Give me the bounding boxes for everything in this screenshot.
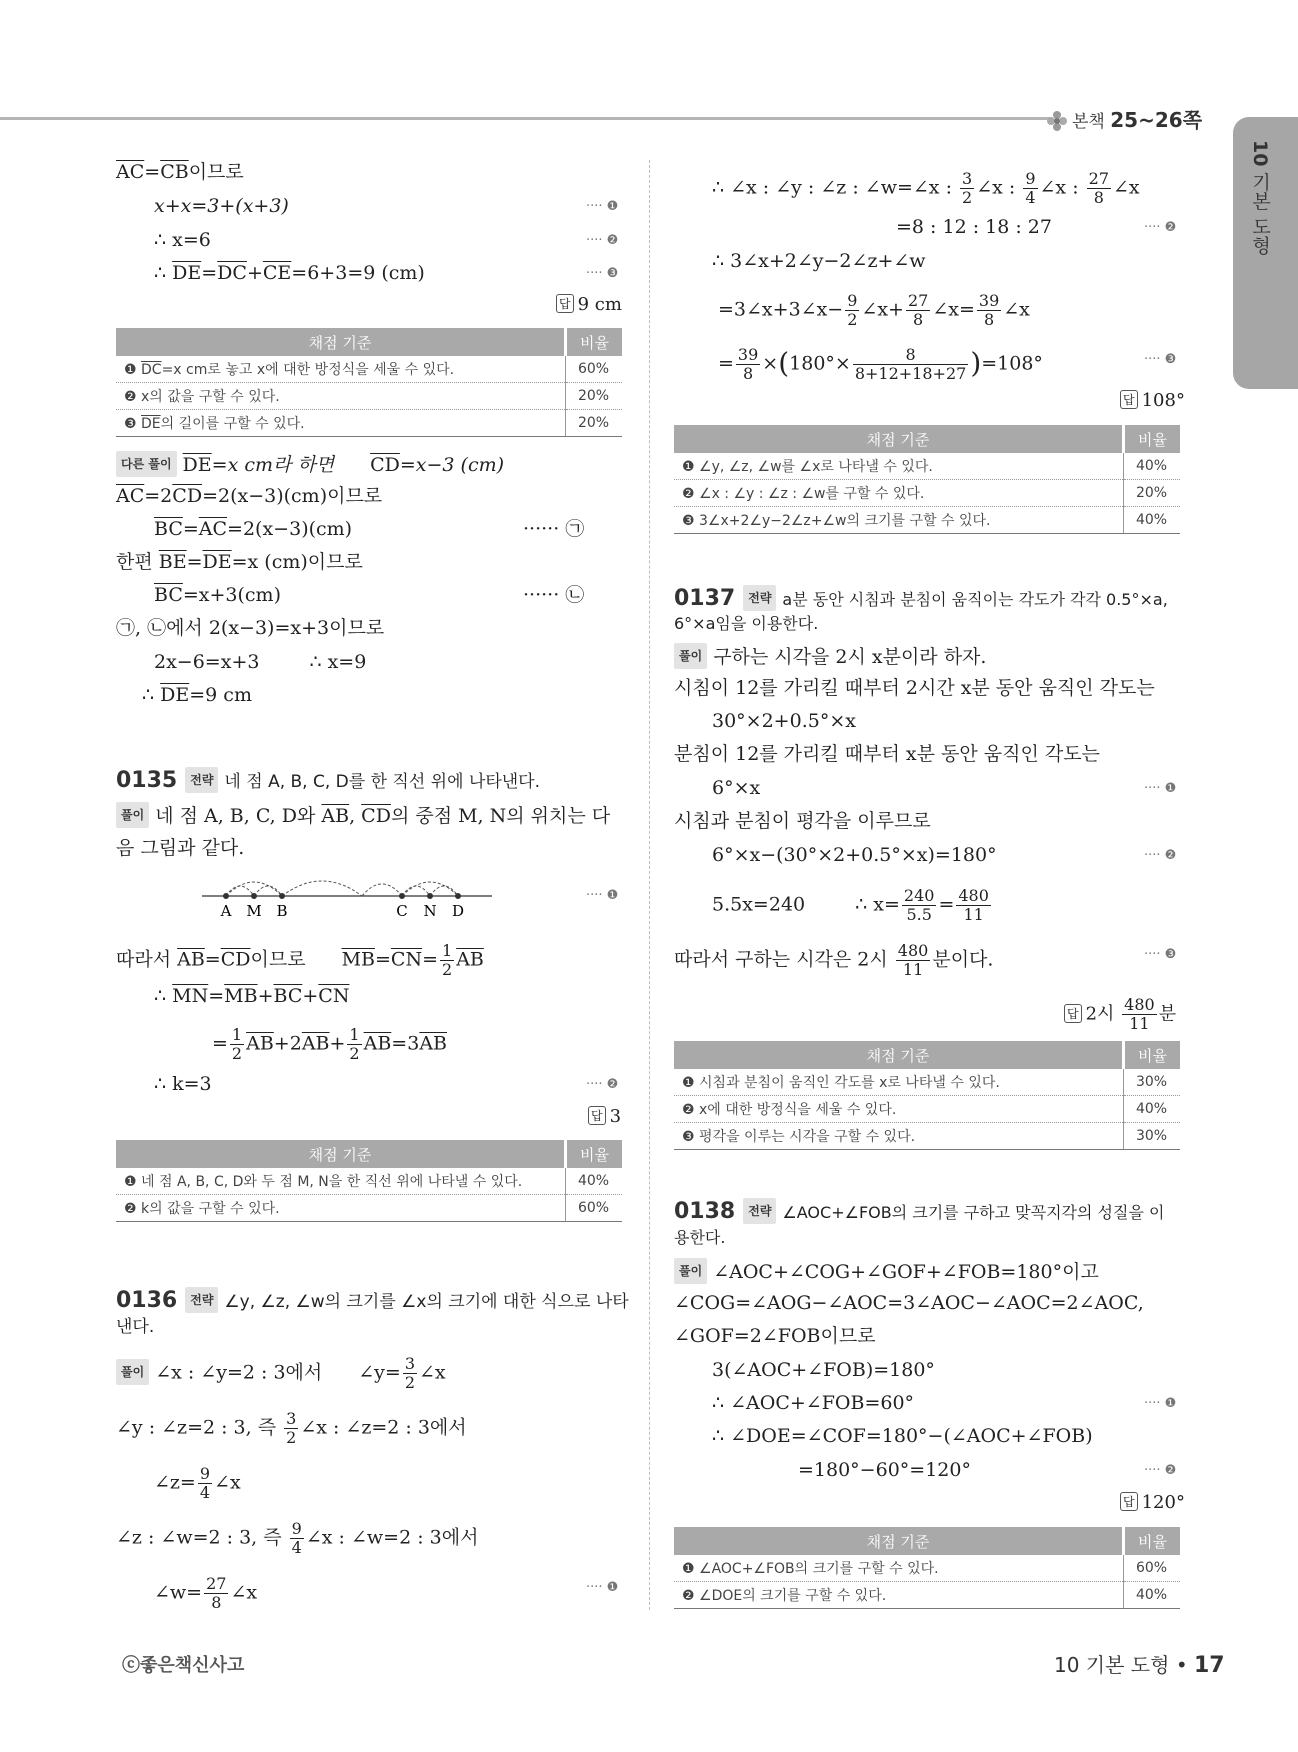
answer: 답 120° <box>1120 1492 1185 1513</box>
table-row: ❶ 네 점 A, B, C, D와 두 점 M, N을 한 직선 위에 나타낼 수 있다. 40% <box>116 1168 622 1195</box>
solution-line: ∴ $\overline{DE}=\overline{DC}+\overline{CE}=6+3=9$ (cm) <box>154 262 425 284</box>
alt-solution-line: 한편 $\overline{BE}=\overline{DE}=x$ (cm)이므로 <box>116 551 363 573</box>
answer-box-icon: 답 <box>1064 1004 1082 1023</box>
step-marker-1: ···· ❶ <box>586 1580 619 1595</box>
answer-box-icon: 답 <box>588 1106 606 1125</box>
flower-icon <box>1046 110 1068 132</box>
point-label-c: C <box>396 902 408 920</box>
strategy-continuation: 낸다. <box>116 1317 155 1337</box>
problem-number: 0137 <box>674 586 736 611</box>
strategy-tag: 전략 <box>743 585 776 611</box>
page-footer <box>1054 1649 1225 1678</box>
problem-number: 0136 <box>116 1288 178 1313</box>
problem-0137-header: 0137 전략 a분 동안 시침과 분침이 움직이는 각도가 각각 0.5°×a, <box>674 586 1168 611</box>
solution-line: ∴ $\overline{MN}=\overline{MB}+\overline{BC}+\overline{CN}$ <box>154 985 350 1007</box>
solution-line: =3∠x+3∠x− $\frac{9}{2}$ ∠x+ $\frac{27}{8}$ ∠x= $\frac{39}{8}$ ∠x <box>718 291 1030 329</box>
scoring-rubric-table <box>674 1527 1180 1609</box>
scoring-rubric-table <box>116 328 622 437</box>
strategy-continuation: 용한다. <box>674 1228 726 1247</box>
equation-label: ······ ㉡ <box>523 584 585 606</box>
answer-box-icon: 답 <box>1120 1492 1138 1511</box>
rubric-header-criteria: 채점 기준 <box>116 328 566 356</box>
table-row: ❶ ∠AOC+∠FOB의 크기를 구할 수 있다. 60% <box>674 1555 1180 1582</box>
alt-solution-line: 2x−6=x+3 ∴ x=9 <box>154 651 367 673</box>
book-ref-pages: 25~26쪽 <box>1110 108 1203 132</box>
solution-line: ∠w= $\frac{27}{8}$ ∠x <box>154 1574 258 1612</box>
alt-solution-line: $\overline{BC}=\overline{AC}=2(x-3)(cm)$ <box>154 518 353 540</box>
solution-line: 음 그림과 같다. <box>116 837 245 859</box>
table-row: ❷ k의 값을 구할 수 있다. 60% <box>116 1195 622 1222</box>
alt-solution-tag: 다른 풀이 <box>116 451 177 477</box>
scoring-rubric-table <box>674 1041 1180 1150</box>
rubric-header-ratio: 비율 <box>1124 1041 1181 1069</box>
solution-line: ∴ k=3 <box>154 1073 212 1095</box>
answer-box-icon: 답 <box>1120 390 1138 409</box>
table-row: ❶ $\overline{DC}=x$ cm로 놓고 x에 대한 방정식을 세울 수 있다. 60% <box>116 356 622 383</box>
step-marker-1: ···· ❶ <box>586 888 619 903</box>
problem-number: 0138 <box>674 1199 736 1224</box>
step-marker-3: ···· ❸ <box>586 266 619 281</box>
header-rule <box>0 117 1050 120</box>
point-label-b: B <box>276 902 288 920</box>
table-row: ❸ $\overline{DE}$의 길이를 구할 수 있다. 20% <box>116 410 622 437</box>
rubric-header-criteria: 채점 기준 <box>674 425 1124 453</box>
table-row: ❶ 시침과 분침이 움직인 각도를 x로 나타낼 수 있다. 30% <box>674 1069 1180 1096</box>
problem-0135-header: 0135 전략 네 점 A, B, C, D를 한 직선 위에 나타낸다. <box>116 768 540 793</box>
solution-line: 따라서 $\overline{AB}=\overline{CD}$이므로 $\overline{MB}=\overline{CN}=$ $\frac{1}{2}$ $\overline{AB}$ <box>116 941 484 979</box>
answer: 답 9 cm <box>556 294 622 315</box>
page-number: 17 <box>1193 1653 1225 1678</box>
side-tab-title: 기본 도형 <box>1249 172 1271 255</box>
answer: 답 108° <box>1120 390 1185 411</box>
solution-line: ∠COG=∠AOG−∠AOC=3∠AOC−∠AOC=2∠AOC, <box>674 1292 1144 1314</box>
step-marker-3: ···· ❸ <box>1144 947 1177 962</box>
scoring-rubric-table <box>674 425 1180 534</box>
problem-0136-header: 0136 전략 ∠y, ∠z, ∠w의 크기를 ∠x의 크기에 대한 식으로 나타 <box>116 1288 629 1313</box>
solution-line: 시침이 12를 가리킬 때부터 2시간 x분 동안 움직인 각도는 <box>674 677 1155 699</box>
answer: 답 2시 $\frac{480}{11}$ 분 <box>1064 996 1176 1033</box>
footer-chapter: 10 기본 도형 <box>1054 1653 1170 1677</box>
number-line-diagram <box>202 868 492 920</box>
solution-line: 풀이 ∠AOC+∠COG+∠GOF+∠FOB=180°이고 <box>674 1258 1099 1284</box>
step-marker-2: ···· ❷ <box>1144 220 1177 235</box>
solution-line: 시침과 분침이 평각을 이루므로 <box>674 810 931 832</box>
solution-line: 5.5x=240 ∴ x= $\frac{240}{5.5}$ = $\frac{480}{11}$ <box>712 886 989 924</box>
step-marker-2: ···· ❷ <box>1144 1463 1177 1478</box>
solution-line: $\overline{AC}=\overline{CB}$이므로 <box>116 161 244 183</box>
solution-line: ∴ ∠AOC+∠FOB=60° <box>712 1392 915 1414</box>
rubric-header-ratio: 비율 <box>1124 1527 1181 1555</box>
problem-0138-header: 0138 전략 ∠AOC+∠FOB의 크기를 구하고 맞꼭지각의 성질을 이 <box>674 1199 1165 1224</box>
step-marker-2: ···· ❷ <box>586 233 619 248</box>
solution-line: ∠GOF=2∠FOB이므로 <box>674 1325 876 1347</box>
point-label-m: M <box>246 902 262 920</box>
solution-tag: 풀이 <box>674 643 707 669</box>
solution-line: 분침이 12를 가리킬 때부터 x분 동안 움직인 각도는 <box>674 743 1100 765</box>
answer: 답 3 <box>588 1106 621 1127</box>
solution-line: ∴ x=6 <box>154 229 211 251</box>
alt-solution-line: ∴ $\overline{DE}=9$ cm <box>142 684 252 706</box>
rubric-header-ratio: 비율 <box>566 1140 623 1168</box>
publisher-logo: ⓒ좋은책신사고 <box>122 1655 245 1676</box>
side-tab-number: 10 <box>1249 140 1271 167</box>
equation-label: ······ ㉠ <box>523 518 585 540</box>
solution-tag: 풀이 <box>674 1258 707 1284</box>
solution-line: 풀이 구하는 시각을 2시 x분이라 하자. <box>674 643 986 669</box>
rubric-header-criteria: 채점 기준 <box>674 1041 1124 1069</box>
table-row: ❷ x의 값을 구할 수 있다. 20% <box>116 383 622 410</box>
solution-line: 풀이 네 점 A, B, C, D와 $\overline{AB}$, $\overline{CD}$의 중점 M, N의 위치는 다 <box>116 802 610 828</box>
solution-line: 3(∠AOC+∠FOB)=180° <box>712 1359 935 1381</box>
step-marker-1: ···· ❶ <box>586 199 619 214</box>
solution-line: =8 : 12 : 18 : 27 <box>896 216 1052 238</box>
solution-line: ∴ 3∠x+2∠y−2∠z+∠w <box>712 250 926 272</box>
rubric-header-ratio: 비율 <box>566 328 623 356</box>
table-row: ❸ 평각을 이루는 시각을 구할 수 있다. 30% <box>674 1123 1180 1150</box>
table-row: ❸ 3∠x+2∠y−2∠z+∠w의 크기를 구할 수 있다. 40% <box>674 507 1180 534</box>
alt-solution-line: ㉠, ㉡에서 2(x−3)=x+3이므로 <box>116 617 385 639</box>
solution-line: = $\frac{1}{2}$ $\overline{AB}+2\overline{AB}+$ $\frac{1}{2}$ $\overline{AB}=3\overline{AB}$ <box>212 1025 447 1063</box>
solution-line: 풀이 ∠x : ∠y=2 : 3에서 ∠y= $\frac{3}{2}$ ∠x <box>116 1355 446 1392</box>
solution-tag: 풀이 <box>116 802 149 828</box>
book-page-reference <box>1046 104 1202 133</box>
solution-line: ∠y : ∠z=2 : 3, 즉 $\frac{3}{2}$ ∠x : ∠z=2 : 3에서 <box>116 1409 467 1447</box>
step-marker-2: ···· ❷ <box>586 1077 619 1092</box>
step-marker-1: ···· ❶ <box>1144 781 1177 796</box>
point-label-n: N <box>423 902 437 920</box>
scoring-rubric-table <box>116 1140 622 1222</box>
table-row: ❶ ∠y, ∠z, ∠w를 ∠x로 나타낼 수 있다. 40% <box>674 453 1180 480</box>
table-row: ❷ x에 대한 방정식을 세울 수 있다. 40% <box>674 1096 1180 1123</box>
step-marker-1: ···· ❶ <box>1144 1396 1177 1411</box>
footer-dot: • <box>1175 1653 1188 1677</box>
alt-solution-line: $\overline{AC}=2\overline{CD}=2(x-3)(cm)$이므로 <box>116 485 383 507</box>
solution-line: x+x=3+(x+3) <box>154 195 289 217</box>
solution-line: ∠z= $\frac{9}{4}$ ∠x <box>154 1464 241 1502</box>
solution-line: ∴ ∠DOE=∠COF=180°−(∠AOC+∠FOB) <box>712 1425 1093 1447</box>
chapter-side-tab-label <box>1247 140 1274 255</box>
book-ref-prefix: 본책 <box>1072 112 1105 132</box>
solution-line: 따라서 구하는 시각은 2시 $\frac{480}{11}$ 분이다. <box>674 941 994 979</box>
alt-solution-line: $\overline{BC}=x+3(cm)$ <box>154 584 281 606</box>
alt-solution-line: 다른 풀이 $\overline{DE}=x$ cm라 하면 $\overline{CD}=x-3$ (cm) <box>116 451 504 477</box>
strategy-tag: 전략 <box>185 767 218 793</box>
table-row: ❷ ∠DOE의 크기를 구할 수 있다. 40% <box>674 1582 1180 1609</box>
answer-box-icon: 답 <box>556 294 574 313</box>
solution-line: 6°×x <box>712 777 761 799</box>
strategy-tag: 전략 <box>185 1287 218 1313</box>
solution-tag: 풀이 <box>116 1359 149 1385</box>
solution-line: ∴ ∠x : ∠y : ∠z : ∠w=∠x : $\frac{3}{2}$ ∠x : $\frac{9}{4}$ ∠x : $\frac{27}{8}$ ∠x <box>712 169 1140 207</box>
solution-line: 6°×x−(30°×2+0.5°×x)=180° <box>712 844 997 866</box>
rubric-header-criteria: 채점 기준 <box>674 1527 1124 1555</box>
table-row: ❷ ∠x : ∠y : ∠z : ∠w를 구할 수 있다. 20% <box>674 480 1180 507</box>
column-divider <box>649 160 650 1610</box>
point-label-a: A <box>220 902 232 920</box>
problem-number: 0135 <box>116 768 178 793</box>
rubric-header-criteria: 채점 기준 <box>116 1140 566 1168</box>
solution-line: 30°×2+0.5°×x <box>712 710 856 732</box>
strategy-tag: 전략 <box>743 1198 776 1224</box>
point-label-d: D <box>451 902 465 920</box>
solution-line: ∠z : ∠w=2 : 3, 즉 $\frac{9}{4}$ ∠x : ∠w=2 : 3에서 <box>116 1519 479 1557</box>
step-marker-2: ···· ❷ <box>1144 848 1177 863</box>
rubric-header-ratio: 비율 <box>1124 425 1181 453</box>
solution-line: = $\frac{39}{8}$ ×(180°× $\frac{8}{8+12+18+27}$ )=108° <box>718 345 1043 383</box>
strategy-continuation: 6°×a임을 이용한다. <box>674 614 819 633</box>
step-marker-3: ···· ❸ <box>1144 352 1177 367</box>
solution-line: =180°−60°=120° <box>798 1459 971 1481</box>
